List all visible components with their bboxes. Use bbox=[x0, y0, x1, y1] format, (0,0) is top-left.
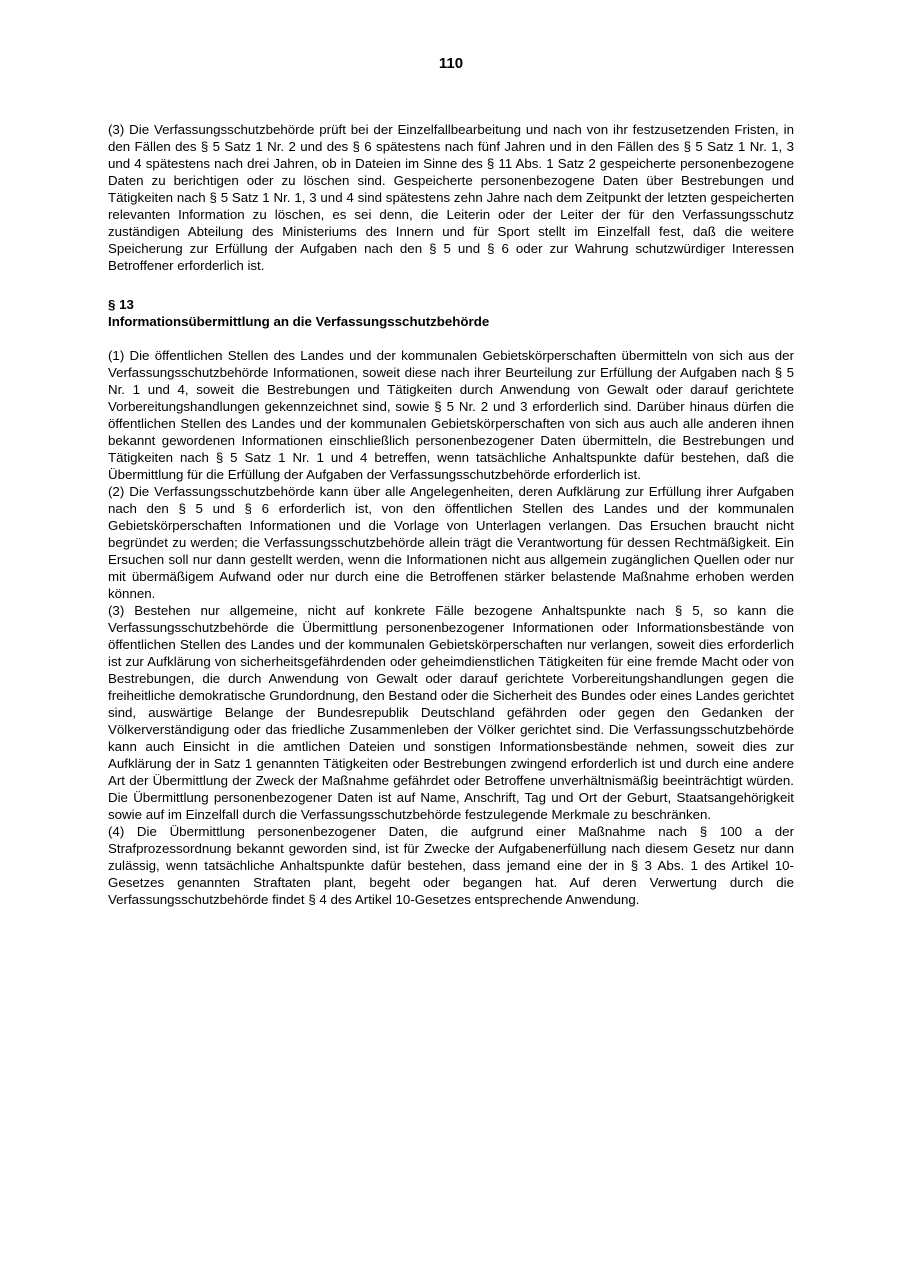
section-spacer bbox=[108, 274, 794, 296]
section-paragraph-4: (4) Die Übermittlung personenbezogener Daten, die aufgrund einer Maßnahme nach § 100 a der Strafprozessordnung bekannt geworden sind, ist für Zwecke der Aufgabenerfüllung nach diesem Gesetz nur dann zulässig, wenn tatsächliche Anhaltspunkte dafür bestehen, dass jemand eine der in § 3 Abs. 1 des Artikel 10-Gesetzes genannten Straftaten plant, begeht oder begangen hat. Auf deren Verwertung durch die Verfassungsschutzbehörde findet § 4 des Artikel 10-Gesetzes entsprechende Anwendung. bbox=[108, 824, 794, 907]
section-title: Informationsübermittlung an die Verfassungsschutzbehörde bbox=[108, 314, 490, 329]
page-number: 110 bbox=[438, 55, 464, 72]
section-number: § 13 bbox=[108, 297, 134, 312]
section-paragraph-1: (1) Die öffentlichen Stellen des Landes und der kommunalen Gebietskörperschaften übermitteln von sich aus der Verfassungsschutzbehörde Informationen, soweit diese nach ihrer Beurteilung zur Erfüllung der Aufgaben nach § 5 Nr. 1 und 4, soweit die Bestrebungen und Tätigkeiten durch Anwendung von Gewalt oder darauf gerichtete Vorbereitungshandlungen gekennzeichnet sind, sowie § 5 Nr. 2 und 3 erforderlich sind. Darüber hinaus dürfen die öffentlichen Stellen des Landes und der kommunalen Gebietskörperschaften von sich aus auch alle anderen ihnen bekannt gewordenen Informationen einschließlich personenbezogener Daten übermitteln, die Bestrebungen und Tätigkeiten nach § 5 Satz 1 Nr. 1 und 4 betreffen, wenn tatsächliche Anhaltspunkte dafür bestehen, daß die Übermittlung für die Erfüllung der Aufgaben der Verfassungsschutzbehörde erforderlich ist. bbox=[108, 348, 794, 482]
section-paragraph-2: (2) Die Verfassungsschutzbehörde kann über alle Angelegenheiten, deren Aufklärung zur Erfüllung ihrer Aufgaben nach den § 5 und § 6 erforderlich ist, von den öffentlichen Stellen des Landes und der kommunalen Gebietskörperschaften Informationen und die Vorlage von Unterlagen verlangen. Das Ersuchen braucht nicht begründet zu werden; die Verfassungsschutzbehörde allein trägt die Verantwortung für dessen Rechtmäßigkeit. Ein Ersuchen soll nur dann gestellt werden, wenn die Informationen nicht aus allgemein zugänglichen Quellen oder nur mit übermäßigem Aufwand oder nur durch eine die Betroffenen stärker belastende Maßnahme erhoben werden können. bbox=[108, 484, 794, 601]
document-page bbox=[108, 55, 794, 908]
intro-paragraph: (3) Die Verfassungsschutzbehörde prüft bei der Einzelfallbearbeitung und nach von ihr festzusetzenden Fristen, in den Fällen des § 5 Satz 1 Nr. 2 und des § 6 spätestens nach fünf Jahren und in den Fällen des § 5 Satz 1 Nr. 1, 3 und 4 spätestens nach drei Jahren, ob in Dateien im Sinne des § 11 Abs. 1 Satz 2 gespeicherte personenbezogene Daten zu berichtigen oder zu löschen sind. Gespeicherte personenbezogene Daten über Bestrebungen und Tätigkeiten nach § 5 Satz 1 Nr. 1, 3 und 4 sind spätestens zehn Jahre nach dem Zeitpunkt der letzten gespeicherten relevanten Information zu löschen, es sei denn, die Leiterin oder der Leiter der für den Verfassungsschutz zuständigen Abteilung des Ministeriums des Innern und für Sport stellt im Einzelfall fest, daß die weitere Speicherung zur Erfüllung der Aufgaben nach den § 5 und § 6 oder zur Wahrung schutzwürdiger Interessen Betroffener erforderlich ist. bbox=[108, 122, 794, 273]
section-paragraph-3: (3) Bestehen nur allgemeine, nicht auf konkrete Fälle bezogene Anhaltspunkte nach § 5, so kann die Verfassungsschutzbehörde die Übermittlung personenbezogener Informationen oder Informationsbestände von öffentlichen Stellen des Landes und der kommunalen Gebietskörperschaften nur verlangen, soweit dies erforderlich ist zur Aufklärung von sicherheitsgefährdenden oder geheimdienstlichen Tätigkeiten für eine fremde Macht oder von Bestrebungen, die durch Anwendung von Gewalt oder darauf gerichtete Vorbereitungshandlungen gegen die freiheitliche demokratische Grundordnung, den Bestand oder die Sicherheit des Bundes oder eines Landes gerichtet sind, auswärtige Belange der Bundesrepublik Deutschland gefährden oder gegen den Gedanken der Völkerverständigung oder das friedliche Zusammenleben der Völker gerichtet sind. Die Verfassungsschutzbehörde kann auch Einsicht in die amtlichen Dateien und sonstigen Informationsbestände nehmen, soweit dies zur Aufklärung der in Satz 1 genannten Tätigkeiten oder Bestrebungen zwingend erforderlich ist und durch eine andere Art der Übermittlung der Zweck der Maßnahme gefährdet oder Betroffene unverhältnismäßig beeinträchtigt würden. Die Übermittlung personenbezogener Daten ist auf Name, Anschrift, Tag und Ort der Geburt, Staatsangehörigkeit sowie auf im Einzelfall durch die Verfassungsschutzbehörde festzulegende Merkmale zu beschränken. bbox=[108, 603, 794, 822]
